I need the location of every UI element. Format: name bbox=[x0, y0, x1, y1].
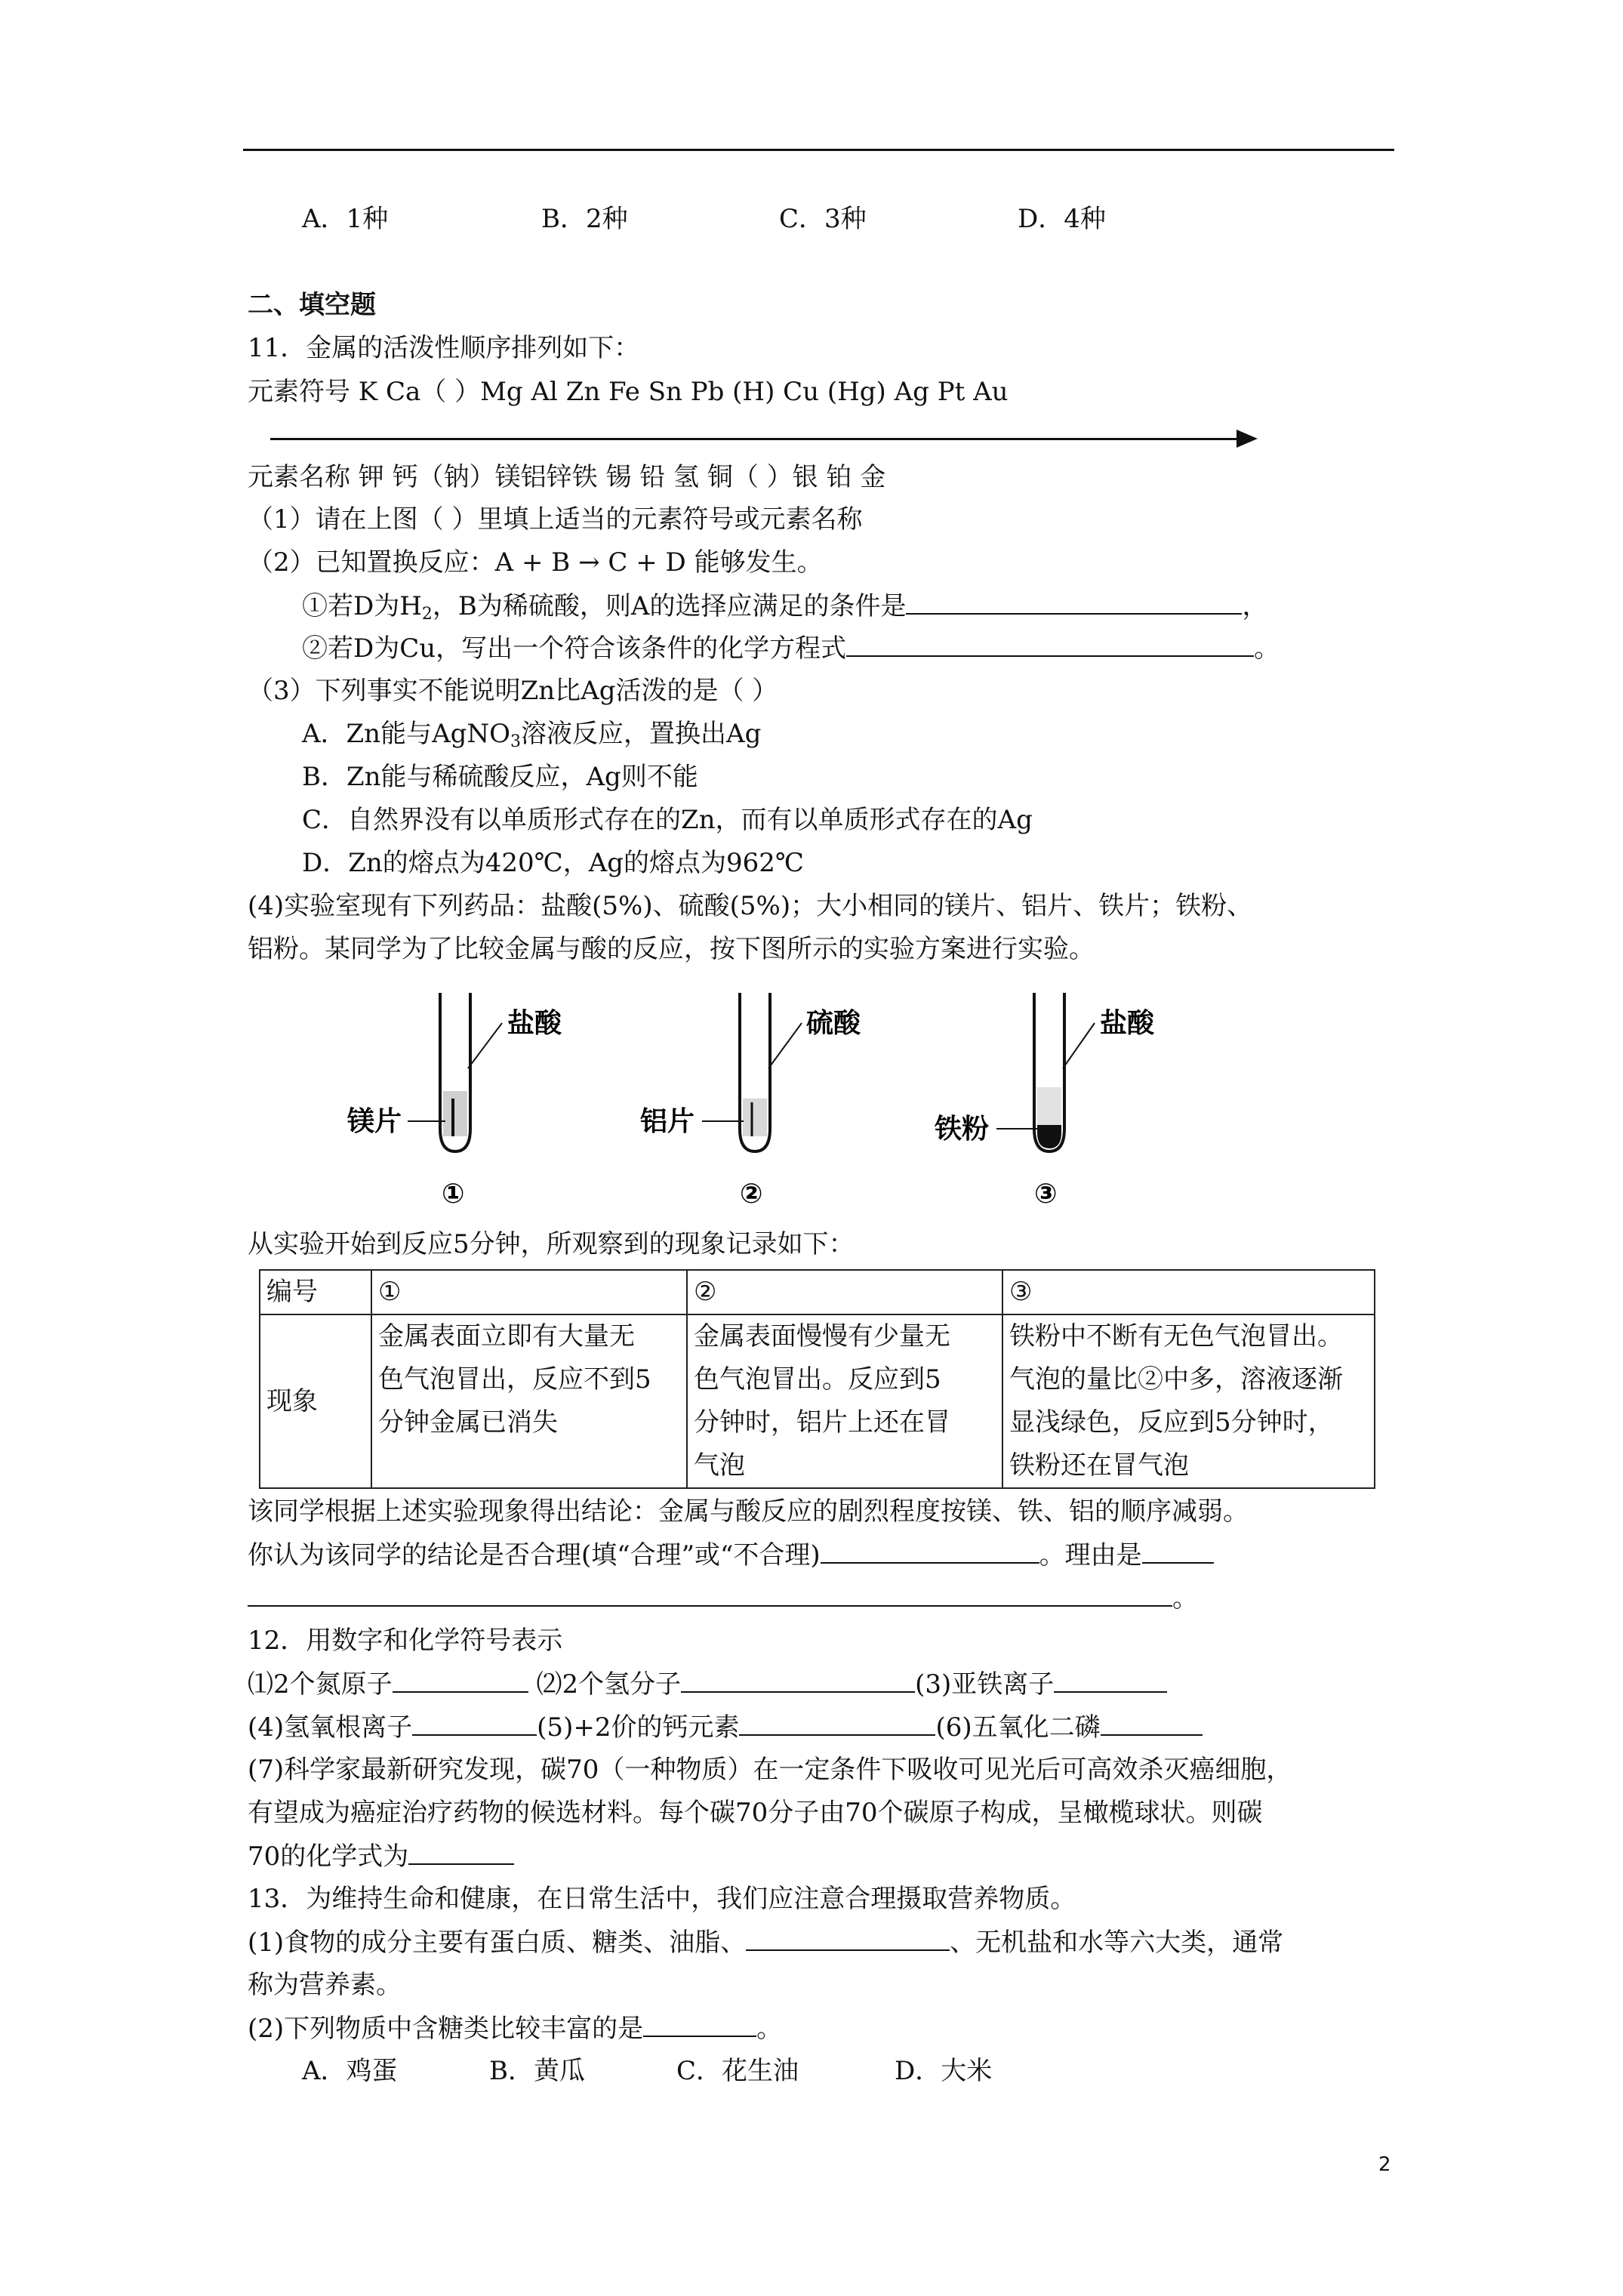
answer-blank[interactable] bbox=[393, 1669, 528, 1693]
q12-item7-line2: 有望成为癌症治疗药物的候选材料。每个碳70分子由70个碳原子构成，呈橄榄球状。则碳 bbox=[248, 1798, 1263, 1828]
answer-blank[interactable] bbox=[412, 1712, 537, 1736]
answer-blank[interactable] bbox=[248, 1583, 1172, 1607]
answer-blank[interactable] bbox=[739, 1712, 935, 1736]
q11-part4-line1: (4)实验室现有下列药品：盐酸(5%)、硫酸(5%)；大小相同的镁片、铝片、铁片；铁粉、 bbox=[248, 891, 1253, 921]
tube1-number: ① bbox=[442, 1179, 465, 1210]
q11-part2: （2）已知置换反应：A + B → C + D 能够发生。 bbox=[248, 547, 823, 578]
q11-part3-option-b: B．Zn能与稀硫酸反应，Ag则不能 bbox=[302, 762, 698, 792]
tube1-acid-label: 盐酸 bbox=[507, 1008, 562, 1039]
reason-line: 。 bbox=[248, 1583, 1198, 1613]
test-tube-1 bbox=[408, 993, 502, 1151]
q11-part3-option-d: D．Zn的熔点为420℃，Ag的熔点为962℃ bbox=[302, 848, 804, 878]
answer-blank[interactable] bbox=[821, 1539, 1039, 1564]
answer-blank[interactable] bbox=[681, 1669, 915, 1693]
q11-part3-option-c: C．自然界没有以单质形式存在的Zn，而有以单质形式存在的Ag bbox=[302, 805, 1033, 835]
q11-part2-2: ②若D为Cu，写出一个符合该条件的化学方程式 。 bbox=[302, 633, 1280, 664]
activity-arrow-line bbox=[270, 438, 1240, 440]
tube3-metal-label: 铁粉 bbox=[935, 1114, 990, 1145]
q13-option-d: D．大米 bbox=[895, 2056, 993, 2086]
header-rule bbox=[243, 149, 1394, 151]
q13-option-b: B．黄瓜 bbox=[489, 2056, 585, 2086]
q13-option-c: C．花生油 bbox=[676, 2056, 799, 2086]
table-header-cell: ③ bbox=[1002, 1270, 1375, 1314]
table-cell-2: 金属表面慢慢有少量无 色气泡冒出。反应到5 分钟时，铝片上还在冒 气泡 bbox=[687, 1314, 1002, 1488]
q11-part3: （3）下列事实不能说明Zn比Ag活泼的是（ ） bbox=[248, 676, 778, 706]
table-header-cell: ① bbox=[371, 1270, 687, 1314]
table-row-label: 现象 bbox=[260, 1314, 371, 1488]
q11-title: 11．金属的活泼性顺序排列如下： bbox=[248, 333, 640, 363]
tube3-acid-label: 盐酸 bbox=[1100, 1008, 1155, 1039]
q11-symbols-row: 元素符号 K Ca（ ）Mg Al Zn Fe Sn Pb (H) Cu (Hg) Ag Pt Au bbox=[248, 377, 1009, 407]
page-number: 2 bbox=[1378, 2153, 1391, 2176]
q10-option-d: D．4种 bbox=[1018, 204, 1106, 234]
q12-row1: ⑴2个氮原子 ⑵2个氢分子 (3)亚铁离子 bbox=[248, 1669, 1167, 1700]
arrow-head-icon bbox=[1236, 430, 1258, 448]
answer-blank[interactable] bbox=[1101, 1712, 1203, 1736]
q13-part1-line2: 称为营养素。 bbox=[248, 1970, 402, 2000]
table-header-cell: 编号 bbox=[260, 1270, 371, 1314]
q12-title: 12．用数字和化学符号表示 bbox=[248, 1626, 563, 1656]
q11-names-row: 元素名称 钾 钙（钠）镁铝锌铁 锡 铅 氢 铜（ ）银 铂 金 bbox=[248, 462, 886, 492]
tube2-metal-label: 铝片 bbox=[640, 1106, 695, 1137]
q11-part1: （1）请在上图（ ）里填上适当的元素符号或元素名称 bbox=[248, 504, 863, 535]
q12-row2: (4)氢氧根离子 (5)+2价的钙元素 (6)五氧化二磷 bbox=[248, 1712, 1203, 1743]
answer-blank[interactable] bbox=[1142, 1539, 1214, 1564]
section-title: 二、填空题 bbox=[248, 290, 376, 320]
q13-part1: (1)食物的成分主要有蛋白质、糖类、油脂、 、无机盐和水等六大类，通常 bbox=[248, 1928, 1284, 1958]
table-row bbox=[260, 1314, 1375, 1488]
test-tube-2 bbox=[702, 993, 802, 1151]
q10-option-c: C．3种 bbox=[779, 204, 867, 234]
answer-blank[interactable] bbox=[1054, 1669, 1167, 1693]
table-intro: 从实验开始到反应5分钟，所观察到的现象记录如下： bbox=[248, 1229, 855, 1259]
q11-part2-1: ①若D为$H_2$，B为稀硫酸，则A的选择应满足的条件是 ， bbox=[302, 591, 1268, 624]
table-cell-3: 铁粉中不断有无色气泡冒出。 气泡的量比②中多，溶液逐渐 显浅绿色，反应到5分钟时， 铁粉还在冒气泡 bbox=[1002, 1314, 1375, 1488]
q10-option-a: A．1种 bbox=[302, 204, 389, 234]
tube1-metal-label: 镁片 bbox=[347, 1106, 402, 1137]
table-cell-1: 金属表面立即有大量无 色气泡冒出，反应不到5 分钟金属已消失 bbox=[371, 1314, 687, 1488]
conclusion-text: 该同学根据上述实验现象得出结论：金属与酸反应的剧烈程度按镁、铁、铝的顺序减弱。 bbox=[248, 1496, 1249, 1527]
table-header-cell: ② bbox=[687, 1270, 1002, 1314]
q12-item7-line3: 70的化学式为 bbox=[248, 1841, 514, 1872]
test-tube-3 bbox=[996, 993, 1095, 1151]
observation-table bbox=[259, 1269, 1375, 1489]
answer-blank[interactable] bbox=[906, 590, 1242, 615]
q11-part3-option-a: A．Zn能与AgNO$_3$溶液反应，置换出Ag bbox=[302, 719, 762, 751]
tube3-number: ③ bbox=[1034, 1179, 1058, 1210]
answer-blank[interactable] bbox=[408, 1841, 514, 1865]
q11-part4-line2: 铝粉。某同学为了比较金属与酸的反应，按下图所示的实验方案进行实验。 bbox=[248, 934, 1095, 964]
answer-blank[interactable] bbox=[846, 633, 1254, 657]
table-header-row bbox=[260, 1270, 1375, 1314]
q10-option-b: B．2种 bbox=[541, 204, 628, 234]
answer-blank[interactable] bbox=[643, 2013, 756, 2037]
test-tube-figure bbox=[332, 978, 1193, 1234]
q13-title: 13．为维持生命和健康，在日常生活中，我们应注意合理摄取营养物质。 bbox=[248, 1884, 1076, 1914]
q12-item7-line1: (7)科学家最新研究发现，碳70（一种物质）在一定条件下吸收可见光后可高效杀灭癌细胞， bbox=[248, 1755, 1292, 1785]
q13-option-a: A．鸡蛋 bbox=[302, 2056, 398, 2086]
judge-line: 你认为该同学的结论是否合理(填“合理”或“不合理) 。理由是 bbox=[248, 1539, 1214, 1570]
answer-blank[interactable] bbox=[746, 1927, 950, 1951]
tube2-number: ② bbox=[740, 1179, 763, 1210]
tube2-acid-label: 硫酸 bbox=[806, 1008, 861, 1039]
q13-part2: (2)下列物质中含糖类比较丰富的是 。 bbox=[248, 2014, 783, 2044]
